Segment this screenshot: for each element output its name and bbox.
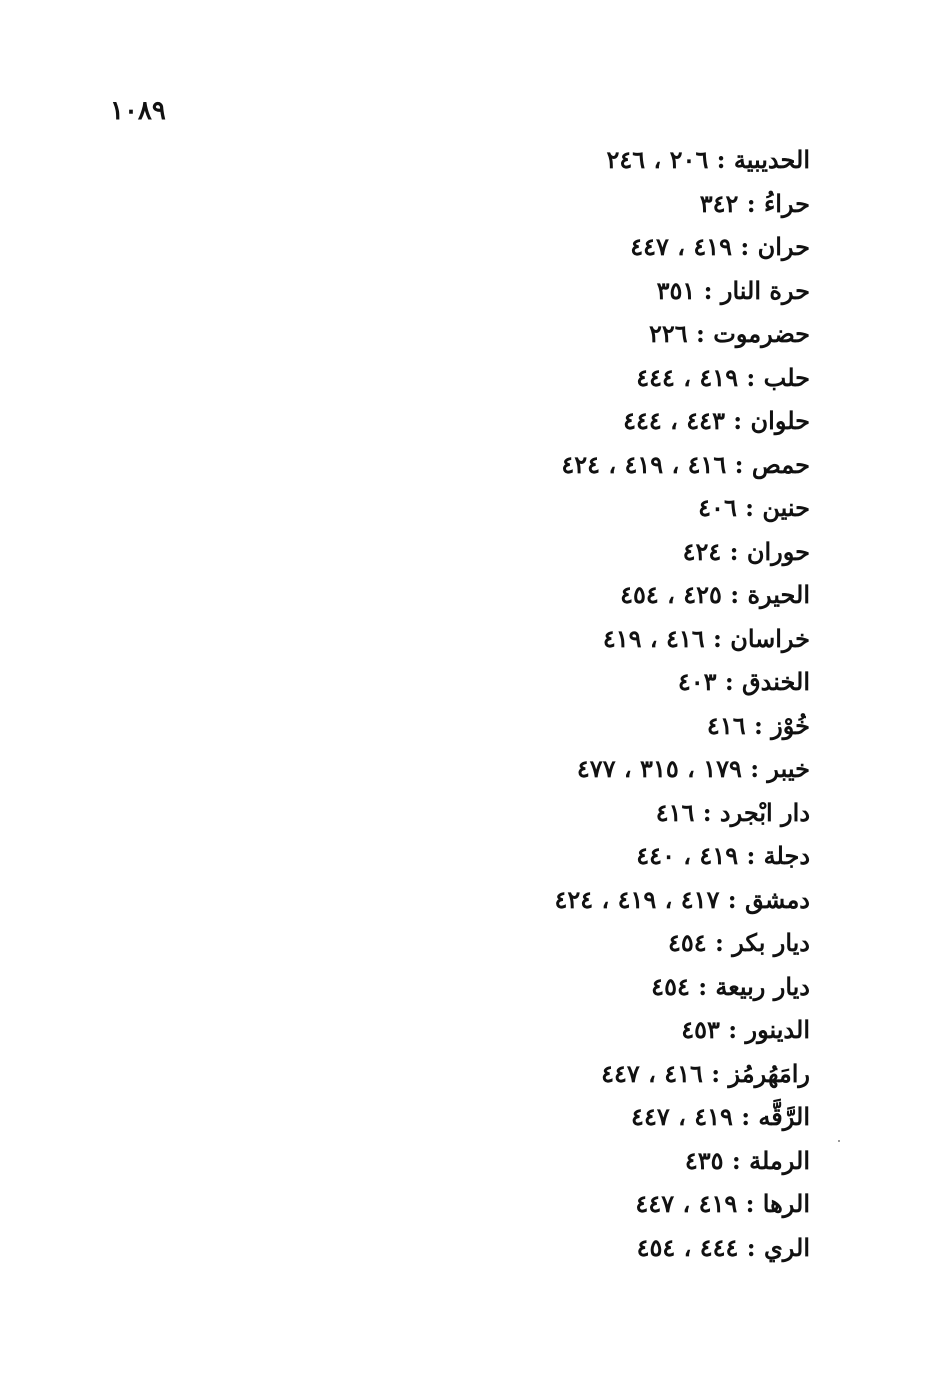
index-entry: خراسان : ٤١٦ ، ٤١٩ [602,623,810,653]
index-entry: الرها : ٤١٩ ، ٤٤٧ [635,1189,810,1218]
index-entry: الرَّقَّه : ٤١٩ ، ٤٤٧ [631,1102,810,1131]
index-entry: حران : ٤١٩ ، ٤٤٧ [630,232,810,261]
index-entry: حمص : ٤١٦ ، ٤١٩ ، ٤٢٤ [561,449,810,479]
index-entry: الخندق : ٤٠٣ [677,667,810,696]
place-index-list [390,143,810,1274]
index-entry: دمشق : ٤١٧ ، ٤١٩ ، ٤٢٤ [554,884,810,914]
index-entry: خيبر : ١٧٩ ، ٣١٥ ، ٤٧٧ [576,754,810,783]
index-entry: خُوْز : ٤١٦ [706,710,810,740]
scan-speck [838,1140,840,1142]
index-entry: حوران : ٤٢٤ [682,536,810,566]
index-entry: حضرموت : ٢٢٦ [649,319,810,348]
index-entry: دجلة : ٤١٩ ، ٤٤٠ [636,841,810,870]
index-entry: حرة النار : ٣٥١ [656,275,810,305]
index-entry: حلوان : ٤٤٣ ، ٤٤٤ [623,406,810,435]
index-entry: حلب : ٤١٩ ، ٤٤٤ [636,362,810,392]
index-entry: ديار بكر : ٤٥٤ [667,928,810,957]
index-entry: رامَهُرمُز : ٤١٦ ، ٤٤٧ [601,1058,810,1088]
index-entry: الري : ٤٤٤ ، ٤٥٤ [636,1232,810,1262]
index-entry: الحديبية : ٢٠٦ ، ٢٤٦ [606,145,810,174]
index-entry: الدينور : ٤٥٣ [681,1015,810,1044]
index-entry: حنين : ٤٠٦ [698,493,810,522]
index-entry: الرملة : ٤٣٥ [684,1145,810,1175]
index-entry: حراءُ : ٣٤٢ [699,188,810,218]
page-number: ١٠٨٩ [110,96,166,126]
index-entry: دار ابْجرد : ٤١٦ [655,797,810,827]
index-entry: ديار ربيعة : ٤٥٤ [651,971,810,1001]
index-entry: الحيرة : ٤٢٥ ، ٤٥٤ [620,580,810,609]
